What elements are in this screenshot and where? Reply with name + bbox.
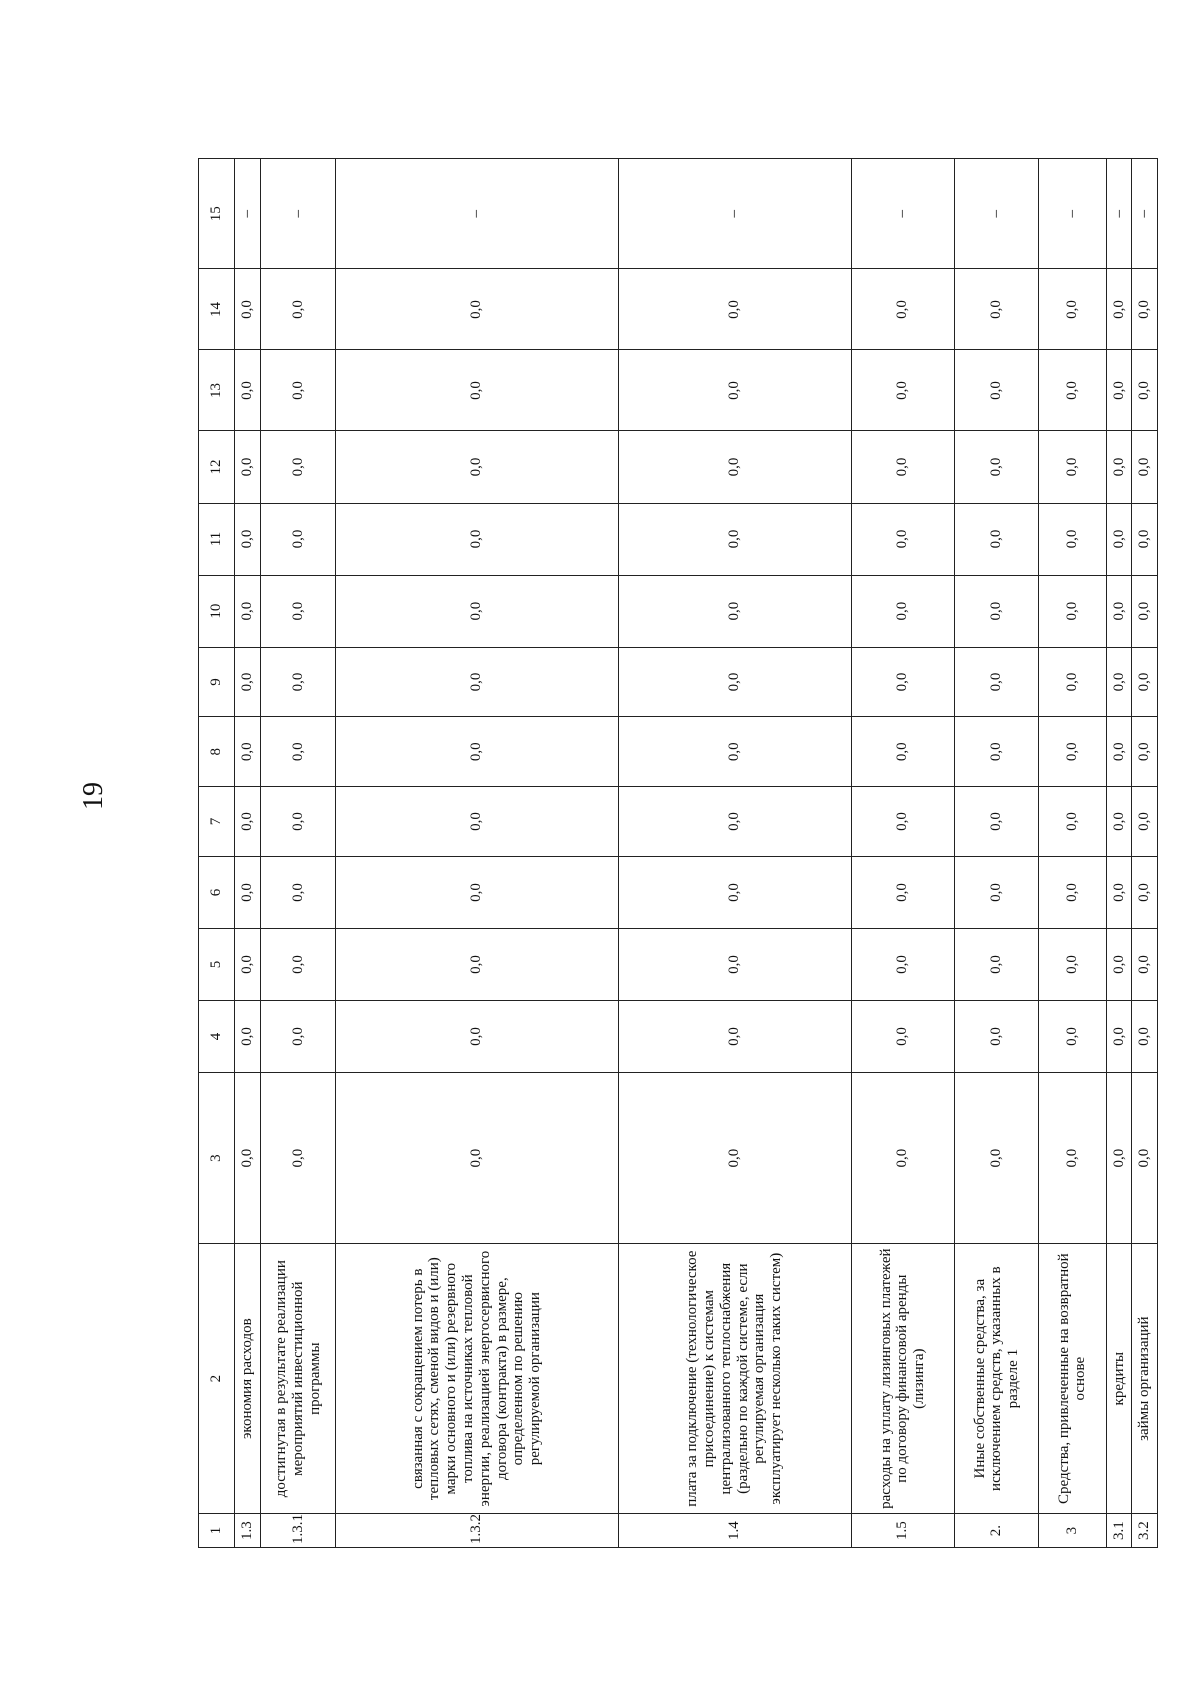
value-cell: 0,0 [618,717,851,787]
value-cell: 0,0 [261,503,336,575]
header-cell: 9 [199,647,235,717]
value-cell: 0,0 [618,787,851,857]
value-cell: 0,0 [955,717,1039,787]
header-cell: 4 [199,1000,235,1072]
value-cell: 0,0 [336,350,618,431]
value-cell: 0,0 [1039,1000,1106,1072]
value-cell: 0,0 [1106,1000,1132,1072]
value-cell: 0,0 [851,503,955,575]
value-cell: 0,0 [235,787,261,857]
row-number-cell: 1.3.1 [261,1514,336,1548]
row-number-cell: 3.2 [1132,1514,1158,1548]
value-cell: 0,0 [1039,575,1106,647]
row-number-cell: 1.4 [618,1514,851,1548]
value-cell: 0,0 [1039,269,1106,350]
value-cell: 0,0 [261,717,336,787]
value-cell: 0,0 [1132,1000,1158,1072]
header-cell: 11 [199,503,235,575]
header-cell: 8 [199,717,235,787]
rotated-table-container [198,158,1158,1548]
table-row [261,159,336,1548]
value-cell: 0,0 [1039,503,1106,575]
value-cell: 0,0 [1039,1073,1106,1244]
value-cell: 0,0 [261,787,336,857]
header-row [199,159,235,1548]
value-cell: 0,0 [1039,717,1106,787]
value-cell-last: – [618,159,851,269]
header-cell: 1 [199,1514,235,1548]
row-name-cell: Средства, привлеченные на возвратной основе [1039,1244,1106,1514]
value-cell-last: – [1039,159,1106,269]
value-cell: 0,0 [261,431,336,503]
table-row [1039,159,1106,1548]
page-number: 19 [78,782,109,810]
value-cell: 0,0 [1039,431,1106,503]
value-cell: 0,0 [1106,431,1132,503]
value-cell: 0,0 [261,928,336,1000]
value-cell: 0,0 [1132,1073,1158,1244]
value-cell: 0,0 [1106,1073,1132,1244]
value-cell: 0,0 [618,1073,851,1244]
value-cell: 0,0 [1106,575,1132,647]
value-cell: 0,0 [955,503,1039,575]
value-cell: 0,0 [955,787,1039,857]
value-cell: 0,0 [955,431,1039,503]
value-cell: 0,0 [336,575,618,647]
header-cell: 7 [199,787,235,857]
value-cell: 0,0 [336,431,618,503]
value-cell: 0,0 [336,1073,618,1244]
value-cell: 0,0 [618,575,851,647]
header-cell: 15 [199,159,235,269]
row-number-cell: 1.3 [235,1514,261,1548]
value-cell: 0,0 [1106,647,1132,717]
value-cell-last: – [1106,159,1132,269]
value-cell: 0,0 [261,350,336,431]
value-cell: 0,0 [336,503,618,575]
value-cell: 0,0 [261,856,336,928]
table-row [1132,159,1158,1548]
row-number-cell: 2. [955,1514,1039,1548]
row-name-cell: плата за подключение (технологическое присоединение) к системам централизованного теплоснабжения (раздельно по каждой системе, если регулируемая организация эксплуатирует несколько таких систем) [618,1244,851,1514]
value-cell: 0,0 [235,1073,261,1244]
table-row [336,159,618,1548]
value-cell: 0,0 [1039,928,1106,1000]
value-cell: 0,0 [618,928,851,1000]
value-cell: 0,0 [336,787,618,857]
value-cell: 0,0 [618,503,851,575]
value-cell: 0,0 [1039,647,1106,717]
value-cell-last: – [955,159,1039,269]
value-cell: 0,0 [618,431,851,503]
value-cell: 0,0 [955,269,1039,350]
value-cell: 0,0 [336,717,618,787]
value-cell: 0,0 [1132,928,1158,1000]
table-row [1106,159,1132,1548]
value-cell: 0,0 [235,575,261,647]
value-cell: 0,0 [1132,787,1158,857]
table-row [235,159,261,1548]
row-number-cell: 3 [1039,1514,1106,1548]
value-cell: 0,0 [851,1073,955,1244]
value-cell: 0,0 [235,717,261,787]
value-cell: 0,0 [1039,787,1106,857]
value-cell: 0,0 [851,717,955,787]
value-cell: 0,0 [261,269,336,350]
value-cell: 0,0 [1106,856,1132,928]
value-cell: 0,0 [336,1000,618,1072]
value-cell: 0,0 [851,1000,955,1072]
header-cell: 5 [199,928,235,1000]
value-cell: 0,0 [1132,575,1158,647]
value-cell: 0,0 [336,856,618,928]
header-cell: 13 [199,350,235,431]
value-cell: 0,0 [261,1073,336,1244]
value-cell: 0,0 [261,1000,336,1072]
value-cell: 0,0 [1132,647,1158,717]
table-row [955,159,1039,1548]
value-cell: 0,0 [955,647,1039,717]
value-cell: 0,0 [1132,350,1158,431]
value-cell: 0,0 [955,350,1039,431]
value-cell: 0,0 [1039,350,1106,431]
value-cell: 0,0 [336,647,618,717]
value-cell-last: – [261,159,336,269]
row-number-cell: 1.3.2 [336,1514,618,1548]
financing-table [198,158,1158,1548]
row-number-cell: 3.1 [1106,1514,1132,1548]
value-cell: 0,0 [955,575,1039,647]
value-cell: 0,0 [261,647,336,717]
value-cell: 0,0 [1039,856,1106,928]
value-cell: 0,0 [851,787,955,857]
value-cell: 0,0 [1132,717,1158,787]
value-cell: 0,0 [851,269,955,350]
header-cell: 2 [199,1244,235,1514]
row-name-cell: достигнутая в результате реализации мероприятий инвестиционной программы [261,1244,336,1514]
value-cell: 0,0 [235,269,261,350]
value-cell: 0,0 [1132,856,1158,928]
table-row [851,159,955,1548]
value-cell: 0,0 [955,856,1039,928]
value-cell-last: – [851,159,955,269]
value-cell: 0,0 [851,928,955,1000]
value-cell: 0,0 [618,350,851,431]
header-cell: 3 [199,1073,235,1244]
value-cell: 0,0 [851,856,955,928]
value-cell: 0,0 [336,269,618,350]
value-cell-last: – [336,159,618,269]
value-cell: 0,0 [851,431,955,503]
value-cell: 0,0 [1106,928,1132,1000]
value-cell: 0,0 [1106,787,1132,857]
value-cell: 0,0 [235,503,261,575]
value-cell: 0,0 [1106,717,1132,787]
value-cell: 0,0 [1106,269,1132,350]
value-cell: 0,0 [336,928,618,1000]
value-cell-last: – [1132,159,1158,269]
table-body [199,159,1158,1548]
value-cell: 0,0 [1132,431,1158,503]
value-cell: 0,0 [955,1000,1039,1072]
value-cell: 0,0 [235,647,261,717]
value-cell: 0,0 [1132,503,1158,575]
row-name-cell: экономия расходов [235,1244,261,1514]
value-cell: 0,0 [618,1000,851,1072]
table-row [618,159,851,1548]
value-cell: 0,0 [955,1073,1039,1244]
value-cell: 0,0 [1106,350,1132,431]
row-name-cell: связанная с сокращением потерь в тепловых сетях, сменой видов и (или) марки основного и (или) резервного топлива на источниках тепловой энергии, реализацией энергосервисного договора (контракта) в размере, определенном по решению регулируемой организации [336,1244,618,1514]
row-name-cell: расходы на уплату лизинговых платежей по договору финансовой аренды (лизинга) [851,1244,955,1514]
header-cell: 12 [199,431,235,503]
row-name-cell: займы организаций [1132,1244,1158,1514]
value-cell: 0,0 [235,928,261,1000]
value-cell: 0,0 [851,647,955,717]
row-name-cell: Иные собственные средства, за исключением средств, указанных в разделе 1 [955,1244,1039,1514]
value-cell: 0,0 [618,856,851,928]
value-cell: 0,0 [1132,269,1158,350]
value-cell-last: – [235,159,261,269]
row-number-cell: 1.5 [851,1514,955,1548]
value-cell: 0,0 [235,856,261,928]
value-cell: 0,0 [618,269,851,350]
value-cell: 0,0 [235,350,261,431]
row-name-cell: кредиты [1106,1244,1132,1514]
header-cell: 14 [199,269,235,350]
value-cell: 0,0 [851,575,955,647]
value-cell: 0,0 [1106,503,1132,575]
value-cell: 0,0 [235,1000,261,1072]
header-cell: 10 [199,575,235,647]
value-cell: 0,0 [235,431,261,503]
value-cell: 0,0 [261,575,336,647]
value-cell: 0,0 [955,928,1039,1000]
header-cell: 6 [199,856,235,928]
value-cell: 0,0 [851,350,955,431]
value-cell: 0,0 [618,647,851,717]
